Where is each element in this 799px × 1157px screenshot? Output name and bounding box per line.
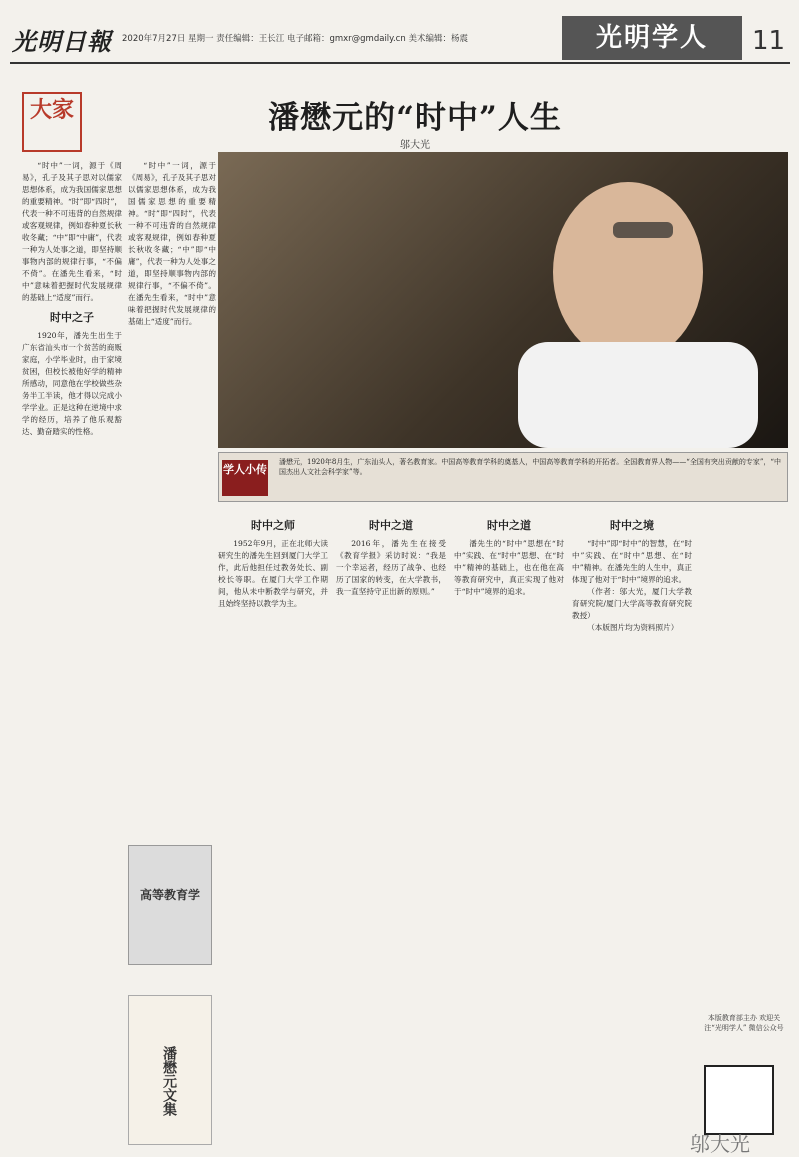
image-note: （本版图片均为资料照片） [587, 623, 679, 632]
caption-tag: 学人小传 [222, 460, 268, 496]
intro-paragraph: “时中”一词，源于《周易》，孔子及其子思对以儒家思想体系，成为我国儒家思想的重要精神。“时”即“四时”，代表一种不可违背的自然规律或客观规律，例如春种夏长秋收冬藏；“中”即“中庸”，代表一种为人处事之道，即坚持顺事物内部的规律行事，“不偏不倚”。在潘先生看来，“时中”意味着把握时代发展规律的基础上“适度”而行。 [22, 161, 122, 302]
section-heading-2: 时中之师 [251, 519, 295, 532]
book-cover-collected-works [128, 995, 212, 1145]
section-title: 光明学人 [562, 16, 742, 60]
column-6 [572, 512, 692, 1142]
header-rule [10, 62, 790, 64]
masthead: 光明日報 [12, 27, 112, 56]
photo-caption: 潘懋元，1920年8月生，广东汕头人，著名教育家。中国高等教育学科的奠基人，中国高等教育学科的开拓者。全国教育界人物——“全国有突出贡献的专家”，“中国杰出人文社会科学家”等。 [218, 452, 788, 502]
book-cover-higher-education [128, 845, 212, 965]
portrait-illustration [218, 152, 788, 448]
section-heading-5: 时中之境 [610, 519, 654, 532]
section-text-3: 2016年，潘先生在接受《教育学报》采访时说：“我是一个幸运者，经历了战争、也经历了国家的转变，在大学教书，我一直坚持守正出新的原则。” [336, 539, 446, 596]
section-text-5: “时中”即“时中”的智慧，在“时中”实践、在“时中”思想、在“时中”精神。在潘先生的人生中，真正体现了他对于“时中”境界的追求。 [572, 539, 692, 584]
book-title-1: 高等教育学 [139, 888, 200, 902]
byline: 邬大光 [400, 140, 430, 151]
qr-code [704, 1065, 774, 1135]
section-text-2: 1952年9月，正在北师大读研究生的潘先生回到厦门大学工作，此后他担任过教务处长、副校长等职。在厦门大学工作期间，他从未中断教学与研究，并且始终坚持以教学为主。 [218, 539, 328, 608]
section-heading-3: 时中之道 [369, 519, 413, 532]
section-text-1: 1920年，潘先生出生于广东省汕头市一个贫苦的商贩家庭，小学毕业时，由于家境贫困，但校长被他好学的精神所感动，同意他在学校做些杂务半工半读，他才得以完成小学学业。正是这种在逆境中求学的经历，培养了他乐观豁达、勤奋踏实的性格。 [22, 331, 122, 436]
column-4 [336, 512, 446, 1142]
portrait-photo [218, 152, 788, 448]
column-3 [218, 512, 328, 1142]
section-heading-1: 时中之子 [50, 311, 94, 324]
section-heading-4: 时中之道 [487, 519, 531, 532]
author-note: （作者：邬大光，厦门大学教育研究院/厦门大学高等教育研究院教授） [572, 587, 692, 620]
promo-text: 本版教育部主办 欢迎关注“光明学人” 微信公众号 [704, 1014, 784, 1032]
column-2 [128, 160, 216, 830]
page-number: 11 [752, 26, 786, 56]
column-5 [454, 512, 564, 1142]
header-meta: 2020年7月27日 星期一 责任编辑：王长江 电子邮箱：gmxr@gmdaily.cn 美术编辑：杨震 [122, 34, 468, 44]
column-1 [22, 160, 122, 720]
watermark: 邬大光 [690, 1132, 750, 1156]
book-title-2: 潘懋元文集 [161, 1046, 177, 1116]
dajia-badge: 大家 [22, 92, 82, 152]
section-text-4: 潘先生的“时中”思想在“时中”实践、在“时中”思想、在“时中”精神的基础上，也在他在高等教育研究中，真正实现了他对于“时中”境界的追求。 [454, 539, 564, 596]
section-text-1b: “时中”一词，源于《周易》，孔子及其子思对以儒家思想体系，成为我国儒家思想的重要精神。“时”即“四时”，代表一种不可违背的自然规律或客观规律，例如春种夏长秋收冬藏；“中”即“中庸”，代表一种为人处事之道，即坚持顺事物内部的规律行事，“不偏不倚”。在潘先生看来，“时中”意味着把握时代发展规律的基础上“适度”而行。 [128, 161, 216, 326]
article-title: 潘懋元的“时中”人生 [268, 100, 562, 136]
